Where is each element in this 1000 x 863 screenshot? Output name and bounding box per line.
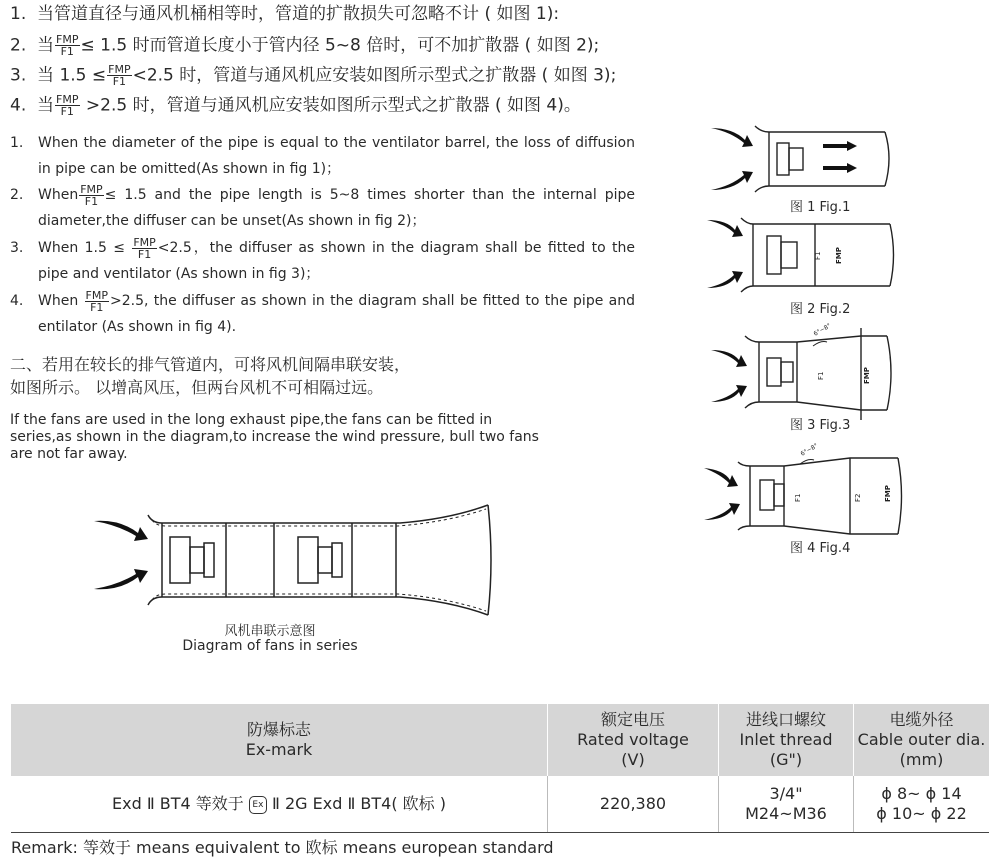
cell-cable: ϕ 8~ ϕ 14 ϕ 10~ ϕ 22 — [854, 776, 990, 833]
spec-table — [11, 704, 989, 833]
en-item-1: 1. When the diameter of the pipe is equal to the ventilator barrel, the loss of diffusion in pipe can be omitted(As shown in fig 1)； — [10, 135, 635, 177]
cn-item-2: 2. 当 $\frac{\text{FMP}}{F1}$ ≤ 1.5 时而管道长度小于管内径 5~8 倍时，可不加扩散器 ( 如图 2); — [10, 33, 600, 58]
fig4-label-f1: F1 — [794, 493, 802, 502]
header-exmark: 防爆标志 Ex-mark — [11, 704, 548, 776]
header-cable: 电缆外径 Cable outer dia. (mm) — [854, 704, 990, 776]
fig4-label-fmp: FMP — [884, 485, 892, 502]
series-caption-en: Diagram of fans in series — [182, 638, 358, 654]
fig3-label-fmp: FMP — [863, 367, 871, 384]
header-voltage: 额定电压 Rated voltage (V) — [548, 704, 719, 776]
fig4-label-f2: F2 — [854, 493, 862, 502]
fig1-diagram — [705, 118, 905, 200]
cn-item-1: 1. 当管道直径与通风机桶相等时，管道的扩散损失可忽略不计 ( 如图 1): — [10, 4, 560, 24]
table-header-row — [11, 704, 989, 776]
fig2-diagram — [705, 212, 905, 298]
cell-exmark: Exd Ⅱ BT4 等效于 Ex Ⅱ 2G Exd Ⅱ BT4( 欧标 ) — [11, 776, 548, 833]
section2-en-text: If the fans are used in the long exhaust pipe,the fans can be fitted in series,as shown in the diagram,to increase the wind pressure, bull two fans are not far away. — [10, 412, 539, 462]
en-item-4: 4. When $\frac{\text{FMP}}{F1}$ >2.5, the diffuser as shown in the diagram shall be fitted to the pipe and entilator (As shown in fig 4). — [10, 288, 635, 335]
remark-text: Remark: 等效于 means equivalent to 欧标 means european standard — [11, 838, 554, 857]
cn-item-3: 3. 当 1.5 ≤ $\frac{\text{FMP}}{F1}$ <2.5 时，管道与通风机应安装如图所示型式之扩散器 ( 如图 3); — [10, 63, 617, 88]
en-item-3: 3. When 1.5 ≤ $\frac{\text{FMP}}{F1}$ <2.5，the diffuser as shown in the diagram shall be fitted to the pipe and ventilator (As shown in fig 3)； — [10, 235, 635, 282]
fig3-label-angle: 6°~8° — [812, 322, 833, 338]
fig2-label-fmp: FMP — [835, 247, 843, 264]
fig4-caption: 图 4 Fig.4 — [790, 541, 851, 556]
cn-item-4: 4. 当 $\frac{\text{FMP}}{F1}$ >2.5 时，管道与通风机应安装如图所示型式之扩散器 ( 如图 4)。 — [10, 93, 581, 118]
fig4-label-angle: 6°~8° — [799, 442, 820, 458]
cell-thread: 3/4" M24~M36 — [719, 776, 854, 833]
section2-cn-line2: 如图所示。 以增高风压，但两台风机不可相隔过远。 — [10, 378, 384, 397]
ex-hexagon-icon: Ex — [249, 796, 267, 814]
fig2-caption: 图 2 Fig.2 — [790, 302, 851, 317]
fig4-diagram — [700, 440, 910, 535]
header-thread: 进线口螺纹 Inlet thread (G") — [719, 704, 854, 776]
fig1-caption: 图 1 Fig.1 — [790, 200, 851, 215]
section2-cn-line1: 二、若用在较长的排气管道内，可将风机间隔串联安装， — [10, 355, 411, 374]
fig3-label-f1: F1 — [817, 371, 825, 380]
fig2-label-f1: F1 — [814, 251, 822, 260]
table-row — [11, 776, 989, 833]
series-fans-diagram — [90, 495, 500, 620]
fig3-diagram — [705, 322, 905, 417]
fig3-caption: 图 3 Fig.3 — [790, 418, 851, 433]
series-caption-cn: 风机串联示意图 — [224, 624, 316, 639]
en-item-2: 2. When $\frac{\text{FMP}}{F1}$ ≤ 1.5 and the pipe length is 5~8 times shorter than the internal pipe diameter,the diffuser can be unset(As shown in fig 2)； — [10, 182, 635, 229]
cell-voltage: 220,380 — [548, 776, 719, 833]
